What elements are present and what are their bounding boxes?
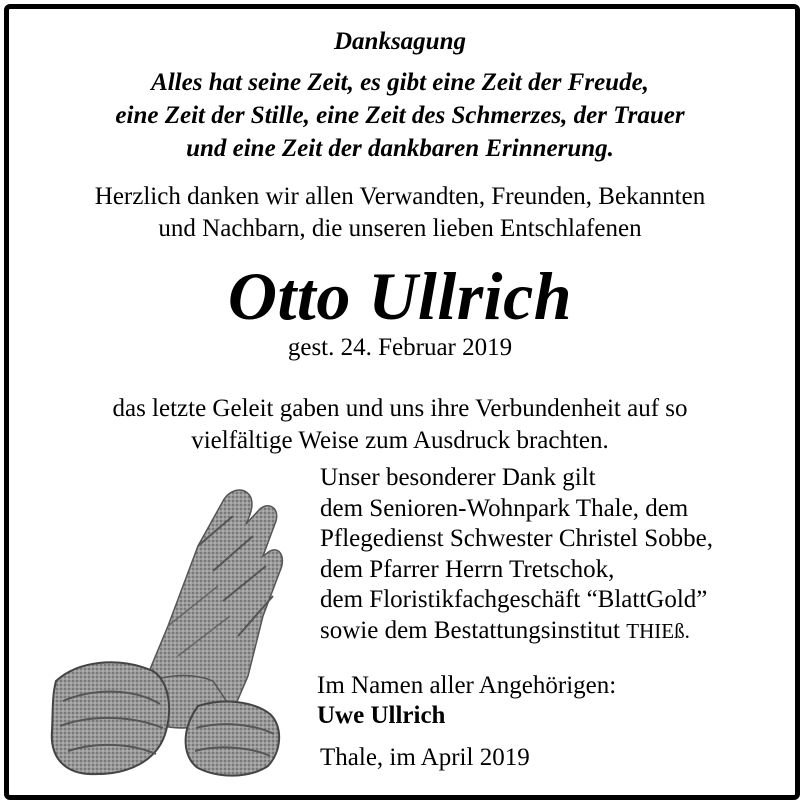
thanks-text [0,181,800,245]
farewell-line: vielfältige Weise zum Ausdruck brachten. [191,427,609,454]
special-thanks [320,463,713,646]
place-date: Thale, im April 2019 [320,744,530,771]
motto-line: eine Zeit der Stille, eine Zeit des Schmerzes, der Trauer [115,102,685,129]
motto-line: Alles hat seine Zeit, es gibt eine Zeit der Freude, [151,69,649,96]
special-thanks-last-line [320,616,713,647]
deceased-name: Otto Ullrich [227,258,573,334]
signer-name: Uwe Ullrich [317,702,446,729]
special-thanks-line: dem Pfarrer Herrn Tretschok, [320,555,615,583]
motto [0,66,800,165]
special-thanks-prefix: sowie dem Bestattungsinstitut [320,616,627,644]
special-thanks-line: Pflegedienst Schwester Christel Sobbe, [320,525,713,552]
thanks-line: Herzlich danken wir allen Verwandten, Freunden, Bekannten [94,183,706,210]
praying-hands-icon [48,476,288,781]
thanks-line: und Nachbarn, die unseren lieben Entschlafenen [158,215,642,242]
motto-line: und eine Zeit der dankbaren Erinnerung. [186,135,614,162]
farewell-line: das letzte Geleit gaben und uns ihre Verbundenheit auf so [112,395,688,422]
on-behalf-text: Im Namen aller Angehörigen: [317,672,617,699]
special-thanks-line: Unser besonderer Dank gilt [320,464,596,491]
death-date: gest. 24. Februar 2019 [287,334,513,361]
special-thanks-line: dem Floristikfachgeschäft “BlattGold” [320,586,708,613]
special-thanks-line: dem Senioren-Wohnpark Thale, dem [320,494,689,522]
heading: Danksagung [334,28,466,55]
funeral-home-name: THIEß. [626,618,690,643]
farewell-text [0,393,800,457]
